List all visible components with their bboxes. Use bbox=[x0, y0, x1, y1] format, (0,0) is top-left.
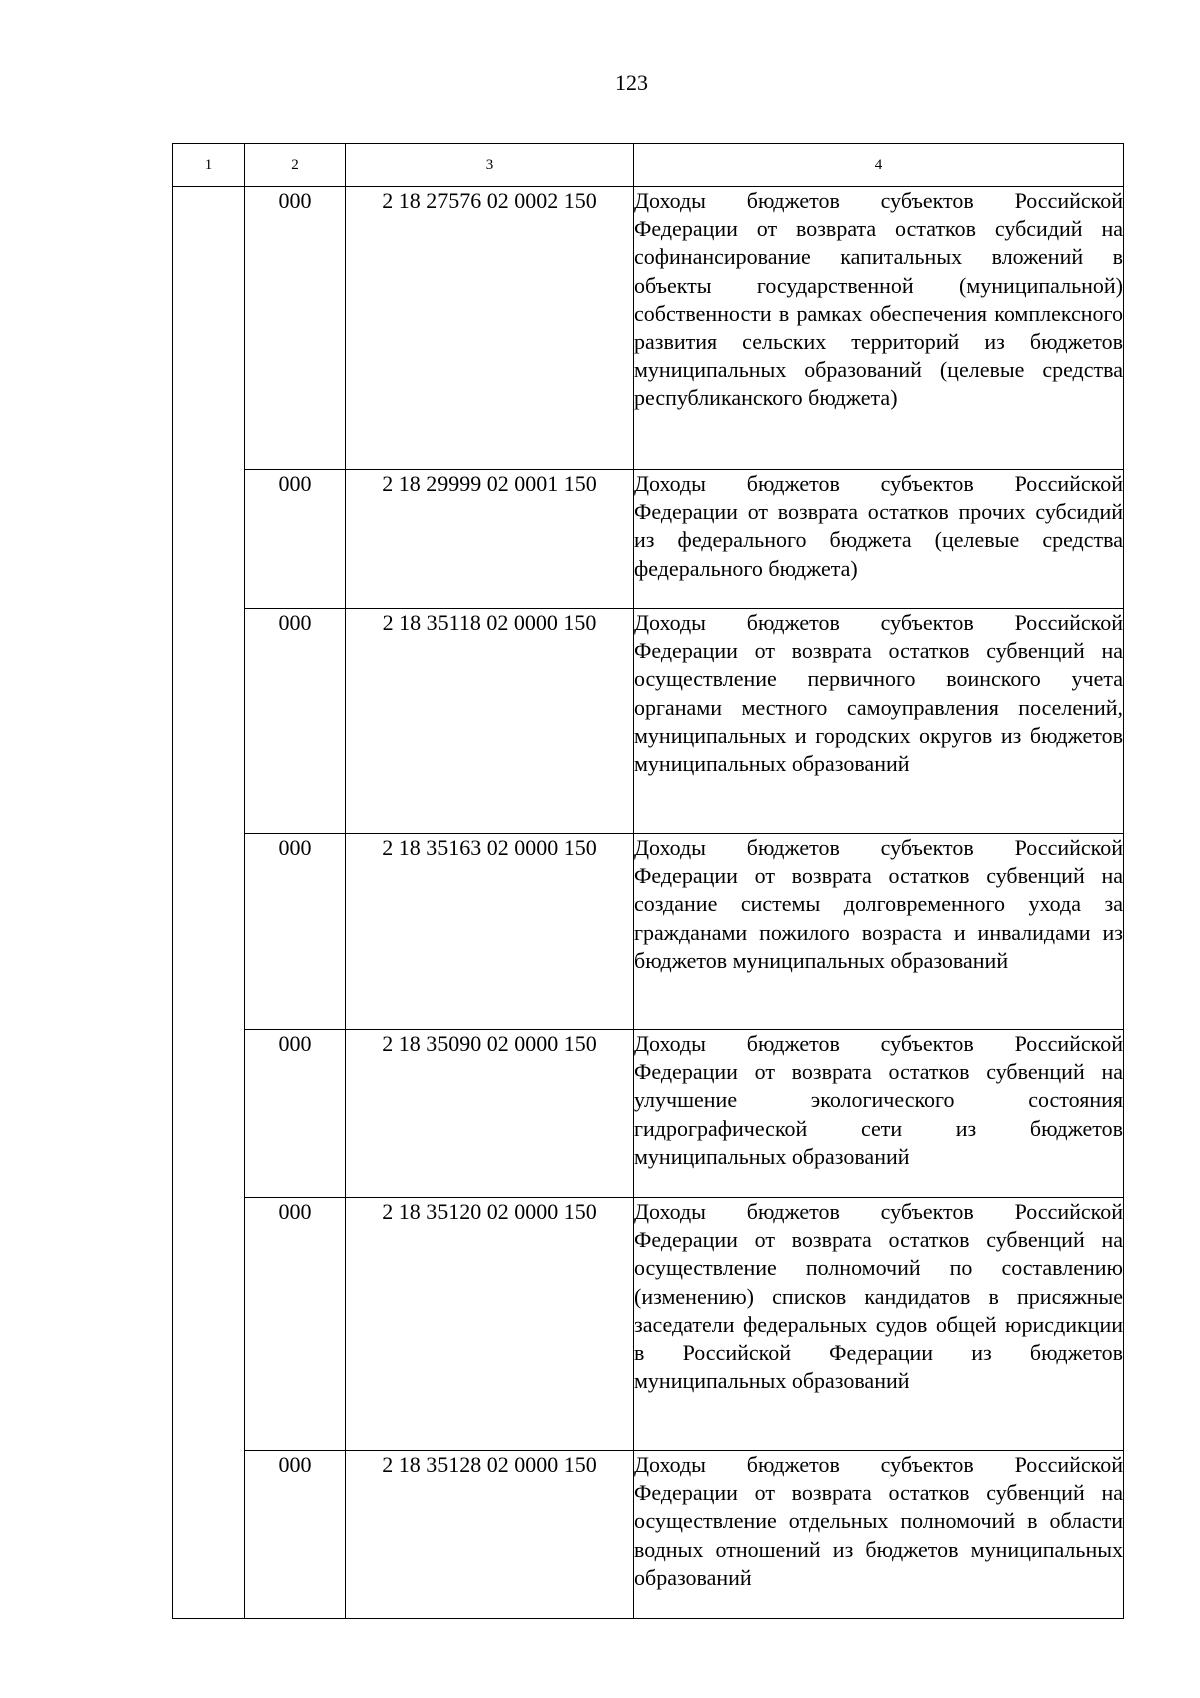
admin-code-cell: 000 bbox=[245, 834, 346, 1030]
budget-code-cell: 2 18 27576 02 0002 150 bbox=[346, 187, 634, 470]
budget-code-cell: 2 18 35128 02 0000 150 bbox=[346, 1451, 634, 1619]
page-number: 123 bbox=[615, 70, 648, 95]
description-cell: Доходы бюджетов субъектов Российской Федерации от возврата остатков субвенций на осуществление отдельных полномочий в области водных отношений из бюджетов муниципальных образований bbox=[634, 1451, 1124, 1619]
description-cell: Доходы бюджетов субъектов Российской Федерации от возврата остатков субвенций на осуществление первичного воинского учета органами местного самоуправления поселений, муниципальных и городских округов из бюджетов муниципальных образований bbox=[634, 609, 1124, 834]
table-row bbox=[173, 1198, 1124, 1451]
column-header-2: 2 bbox=[245, 144, 346, 187]
description-cell: Доходы бюджетов субъектов Российской Федерации от возврата остатков прочих субсидий из федерального бюджета (целевые средства федерального бюджета) bbox=[634, 470, 1124, 609]
description-cell: Доходы бюджетов субъектов Российской Федерации от возврата остатков субвенций на осуществление полномочий по составлению (изменению) списков кандидатов в присяжные заседатели федеральных судов общей юрисдикции в Российской Федерации из бюджетов муниципальных образований bbox=[634, 1198, 1124, 1451]
table-row bbox=[173, 1030, 1124, 1198]
budget-code-cell: 2 18 35163 02 0000 150 bbox=[346, 834, 634, 1030]
column-header-3: 3 bbox=[346, 144, 634, 187]
column-header-4: 4 bbox=[634, 144, 1124, 187]
table-row bbox=[173, 187, 1124, 470]
admin-code-cell: 000 bbox=[245, 1030, 346, 1198]
budget-code-cell: 2 18 35118 02 0000 150 bbox=[346, 609, 634, 834]
admin-code-cell: 000 bbox=[245, 1198, 346, 1451]
revenue-codes-table bbox=[172, 143, 1124, 1619]
description-cell: Доходы бюджетов субъектов Российской Федерации от возврата остатков субвенций на создание системы долговременного ухода за гражданами пожилого возраста и инвалидами из бюджетов муниципальных образований bbox=[634, 834, 1124, 1030]
admin-code-cell: 000 bbox=[245, 187, 346, 470]
admin-code-cell: 000 bbox=[245, 1451, 346, 1619]
table-row bbox=[173, 1451, 1124, 1619]
table-row bbox=[173, 834, 1124, 1030]
table-row bbox=[173, 609, 1124, 834]
admin-code-cell: 000 bbox=[245, 609, 346, 834]
table-row bbox=[173, 470, 1124, 609]
admin-code-cell: 000 bbox=[245, 470, 346, 609]
column-1-merged-cell bbox=[173, 187, 245, 1619]
budget-code-cell: 2 18 35090 02 0000 150 bbox=[346, 1030, 634, 1198]
budget-code-cell: 2 18 29999 02 0001 150 bbox=[346, 470, 634, 609]
column-header-1: 1 bbox=[173, 144, 245, 187]
budget-code-cell: 2 18 35120 02 0000 150 bbox=[346, 1198, 634, 1451]
description-cell: Доходы бюджетов субъектов Российской Федерации от возврата остатков субвенций на улучшение экологического состояния гидрографической сети из бюджетов муниципальных образований bbox=[634, 1030, 1124, 1198]
description-cell: Доходы бюджетов субъектов Российской Федерации от возврата остатков субсидий на софинансирование капитальных вложений в объекты государственной (муниципальной) собственности в рамках обеспечения комплексного развития сельских территорий из бюджетов муниципальных образований (целевые средства республиканского бюджета) bbox=[634, 187, 1124, 470]
table-header-row bbox=[173, 144, 1124, 187]
